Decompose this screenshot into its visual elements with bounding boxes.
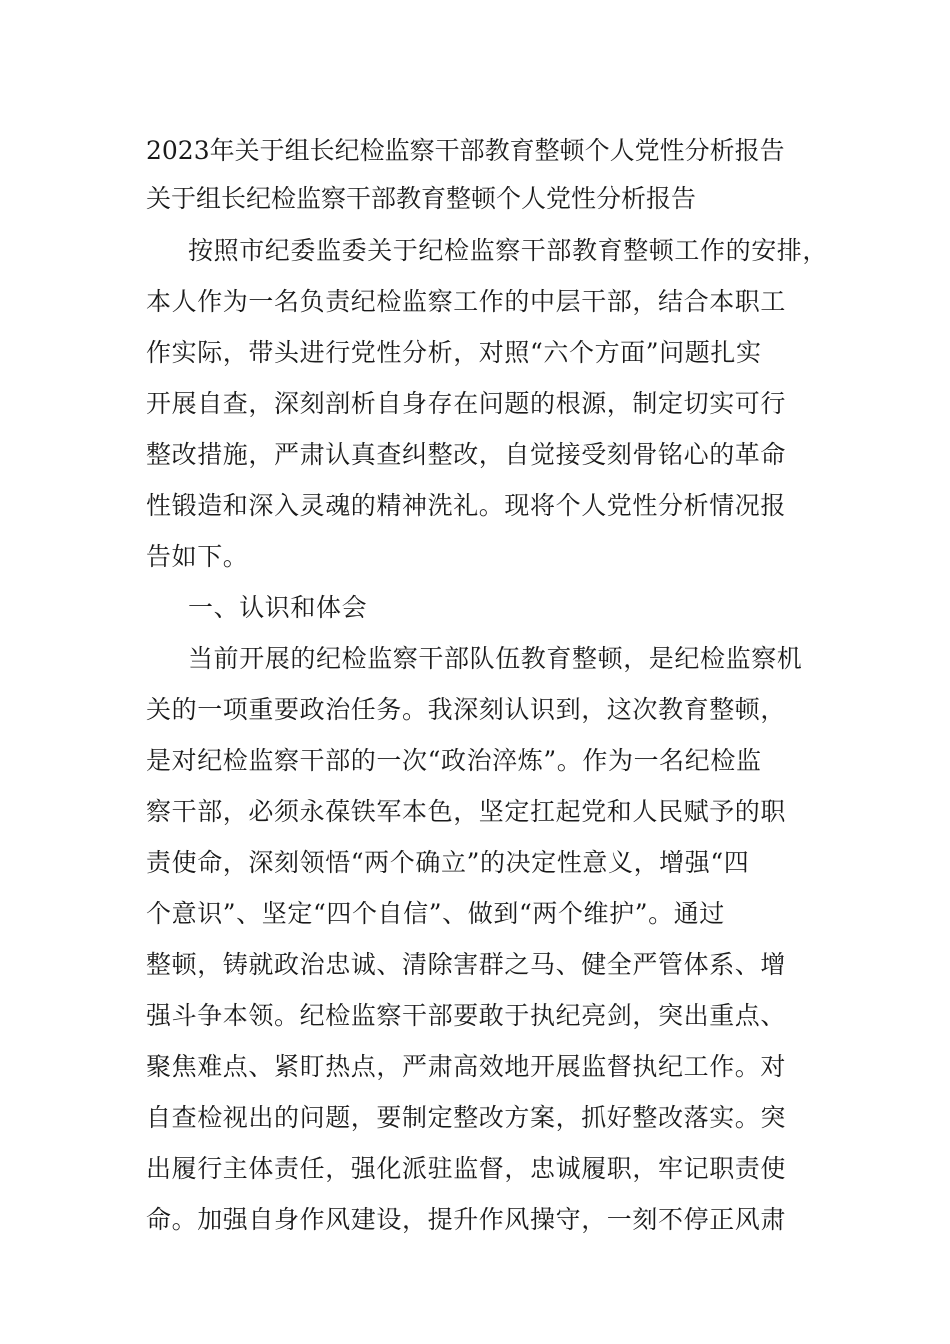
paragraph-line: 告如下。	[146, 542, 249, 571]
document-title: 2023年关于组长纪检监察干部教育整顿个人党性分析报告	[146, 136, 785, 165]
document-subtitle: 关于组长纪检监察干部教育整顿个人党性分析报告	[146, 184, 697, 213]
paragraph-line: 开展自查，深刻剖析自身存在问题的根源，制定切实可行	[146, 389, 787, 418]
paragraph-line: 命。加强自身作风建设，提升作风操守，一刻不停正风肃	[146, 1205, 787, 1234]
paragraph-line: 性锻造和深入灵魂的精神洗礼。现将个人党性分析情况报	[146, 491, 787, 520]
section-heading: 一、认识和体会	[188, 593, 368, 622]
paragraph-line: 当前开展的纪检监察干部队伍教育整顿，是纪检监察机	[188, 644, 803, 673]
paragraph-line: 作实际，带头进行党性分析，对照“六个方面”问题扎实	[146, 338, 762, 367]
paragraph-line: 按照市纪委监委关于纪检监察干部教育整顿工作的安排，	[188, 236, 829, 265]
paragraph-line: 聚焦难点、紧盯热点，严肃高效地开展监督执纪工作。对	[146, 1052, 787, 1081]
paragraph-line: 强斗争本领。纪检监察干部要敢于执纪亮剑，突出重点、	[146, 1001, 787, 1030]
paragraph-line: 个意识”、坚定“四个自信”、做到“两个维护”。通过	[146, 899, 725, 928]
paragraph-line: 自查检视出的问题，要制定整改方案，抓好整改落实。突	[146, 1103, 787, 1132]
paragraph-line: 整顿，铸就政治忠诚、清除害群之马、健全严管体系、增	[146, 950, 787, 979]
paragraph-line: 本人作为一名负责纪检监察工作的中层干部，结合本职工	[146, 287, 787, 316]
paragraph-line: 责使命，深刻领悟“两个确立”的决定性意义，增强“四	[146, 848, 750, 877]
paragraph-line: 察干部，必须永葆铁军本色，坚定扛起党和人民赋予的职	[146, 797, 787, 826]
paragraph-line: 是对纪检监察干部的一次“政治淬炼”。作为一名纪检监	[146, 746, 762, 775]
paragraph-line: 整改措施，严肃认真查纠整改，自觉接受刻骨铭心的革命	[146, 440, 787, 469]
paragraph-line: 关的一项重要政治任务。我深刻认识到，这次教育整顿，	[146, 695, 787, 724]
paragraph-line: 出履行主体责任，强化派驻监督，忠诚履职，牢记职责使	[146, 1154, 787, 1183]
